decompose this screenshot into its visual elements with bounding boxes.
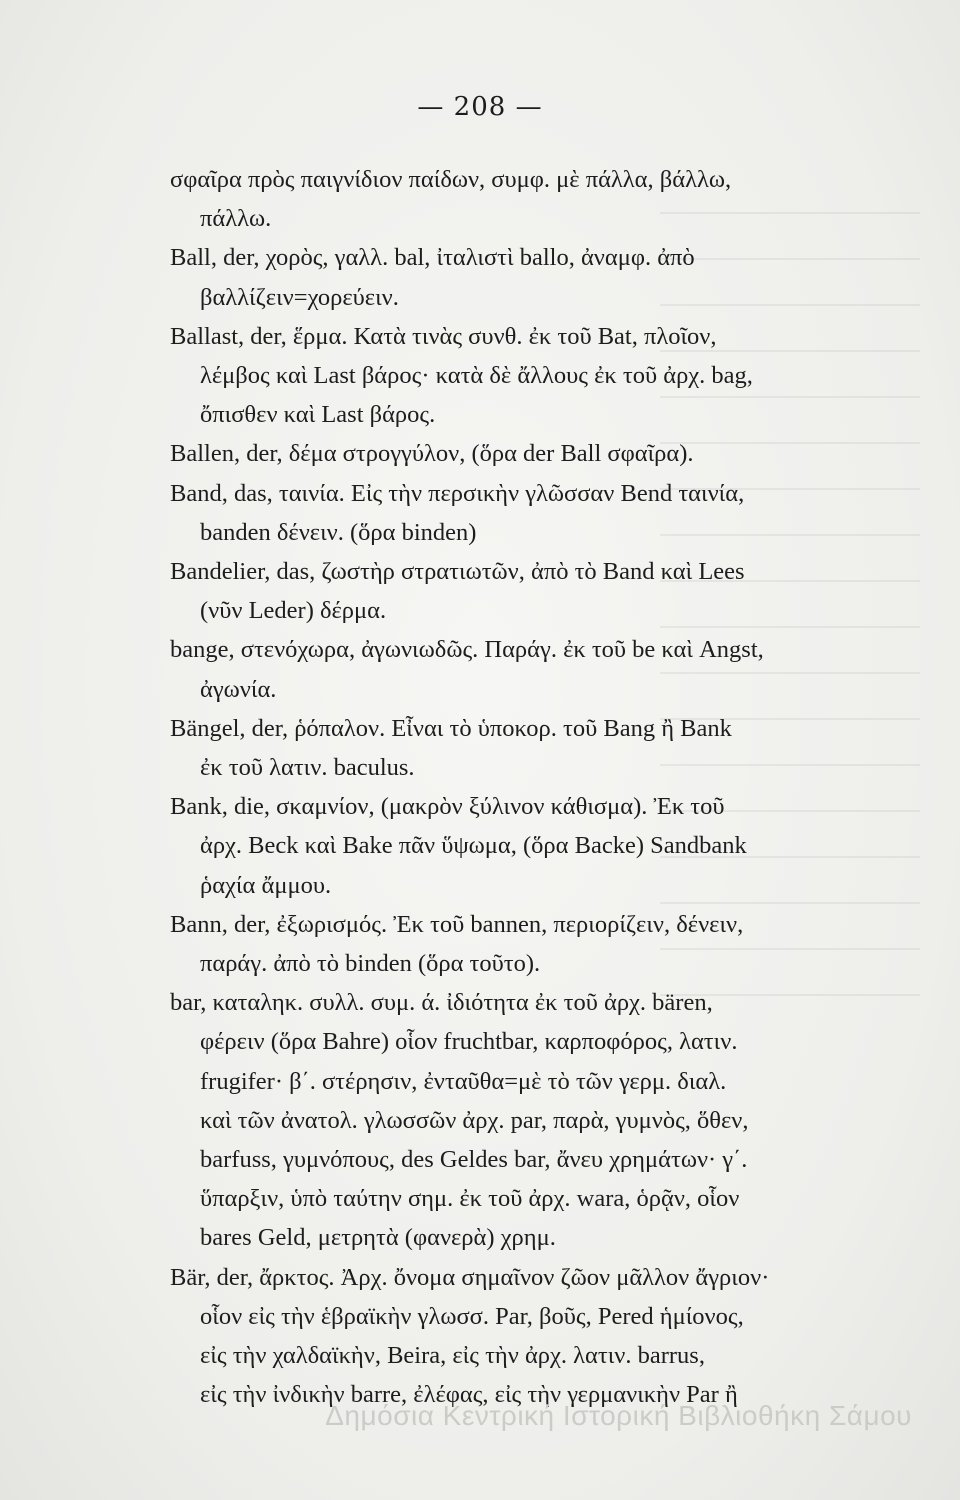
entry-line: οἷον εἰς τὴν ἑβραϊκὴν γλωσσ. Par, βοῦς, Pered ἡμίονος, (200, 1302, 744, 1330)
page-number: — 208 — (417, 92, 543, 122)
entry-line: frugifer· β΄. στέρησιν, ἐνταῦθα=μὲ τὸ τῶν γερμ. διαλ. (200, 1067, 727, 1095)
entry-line: Bär, der, ἄρκτος. Ἀρχ. ὄνομα σημαῖνον ζῶον μᾶλλον ἄγριον· (170, 1263, 770, 1291)
entry-line: Ballen, der, δέμα στρογγύλον, (ὅρα der Ball σφαῖρα). (170, 440, 694, 468)
entry-line: bange, στενόχωρα, ἀγωνιωδῶς. Παράγ. ἐκ τοῦ be καὶ Angst, (170, 636, 764, 664)
dictionary-entries (170, 160, 910, 1415)
entry-line: Bann, der, ἐξωρισμός. Ἐκ τοῦ bannen, περιορίζειν, δένειν, (170, 910, 744, 938)
entry-line: banden δένειν. (ὅρα binden) (200, 518, 477, 546)
entry-line: βαλλίζειν=χορεύειν. (200, 283, 399, 311)
entry-bandelier (170, 552, 910, 630)
entry-sfaira-cont (170, 160, 910, 238)
entry-line: Band, das, ταινία. Εἰς τὴν περσικὴν γλῶσσαν Bend ταινία, (170, 479, 745, 507)
entry-line: ὕπαρξιν, ὑπὸ ταύτην σημ. ἐκ τοῦ ἀρχ. wara, ὁρᾷν, οἷον (200, 1185, 740, 1213)
entry-line: Bängel, der, ῥόπαλον. Εἶναι τὸ ὑποκορ. τοῦ Bang ἢ Bank (170, 714, 732, 742)
entry-bann (170, 905, 910, 983)
entry-line: ἐκ τοῦ λατιν. baculus. (200, 754, 415, 782)
entry-line: πάλλω. (200, 205, 272, 233)
entry-line: σφαῖρα πρὸς παιγνίδιον παίδων, συμφ. μὲ πάλλα, βάλλω, (170, 166, 732, 193)
entry-ball (170, 238, 910, 316)
entry-line: εἰς τὴν χαλδαϊκὴν, Beira, εἰς τὴν ἀρχ. λατιν. barrus, (200, 1342, 705, 1370)
entry-line: Ballast, der, ἕρμα. Κατὰ τινὰς συνθ. ἐκ τοῦ Bat, πλοῖον, (170, 322, 717, 350)
entry-bar (170, 983, 910, 1257)
entry-line: φέρειν (ὅρα Bahre) οἷον fruchtbar, καρποφόρος, λατιν. (200, 1028, 738, 1056)
entry-line: Bank, die, σκαμνίον, (μακρὸν ξύλινον κάθισμα). Ἐκ τοῦ (170, 793, 725, 821)
entry-line: Bandelier, das, ζωστὴρ στρατιωτῶν, ἀπὸ τὸ Band καὶ Lees (170, 558, 745, 586)
entry-line: ῥαχία ἄμμου. (200, 871, 332, 899)
entry-line: barfuss, γυμνόπους, des Geldes bar, ἄνευ χρημάτων· γ΄. (200, 1146, 748, 1174)
entry-line: καὶ τῶν ἀνατολ. γλωσσῶν ἀρχ. par, παρὰ, γυμνὸς, ὅθεν, (200, 1106, 749, 1134)
entry-line: εἰς τὴν ἰνδικὴν barre, ἐλέφας, εἰς τὴν γερμανικὴν Par ἢ (200, 1381, 738, 1409)
entry-line: ἀγωνία. (200, 675, 277, 703)
entry-line: Ball, der, χορὸς, γαλλ. bal, ἰταλιστὶ ballo, ἀναμφ. ἀπὸ (170, 244, 695, 272)
entry-band (170, 474, 910, 552)
entry-line: λέμβος καὶ Last βάρος· κατὰ δὲ ἄλλους ἐκ τοῦ ἀρχ. bag, (200, 362, 753, 390)
entry-line: (νῦν Leder) δέρμα. (200, 597, 387, 625)
library-watermark: Δημόσια Κεντρική Ιστορική Βιβλιοθήκη Σάμου (325, 1400, 912, 1431)
entry-line: bar, καταληκ. συλλ. συμ. ά. ἰδιότητα ἐκ τοῦ ἀρχ. bären, (170, 989, 713, 1017)
entry-ballast (170, 317, 910, 435)
entry-line: παράγ. ἀπὸ τὸ binden (ὅρα τοῦτο). (200, 950, 541, 978)
entry-line: ὄπισθεν καὶ Last βάρος. (200, 401, 436, 429)
entry-bange (170, 630, 910, 708)
entry-line: ἀρχ. Beck καὶ Bake πᾶν ὕψωμα, (ὅρα Backe) Sandbank (200, 832, 747, 860)
entry-line: bares Geld, μετρητὰ (φανερὰ) χρημ. (200, 1224, 556, 1252)
entry-baengel (170, 709, 910, 787)
entry-bank (170, 787, 910, 905)
entry-baer (170, 1258, 910, 1415)
entry-ballen (170, 434, 910, 473)
